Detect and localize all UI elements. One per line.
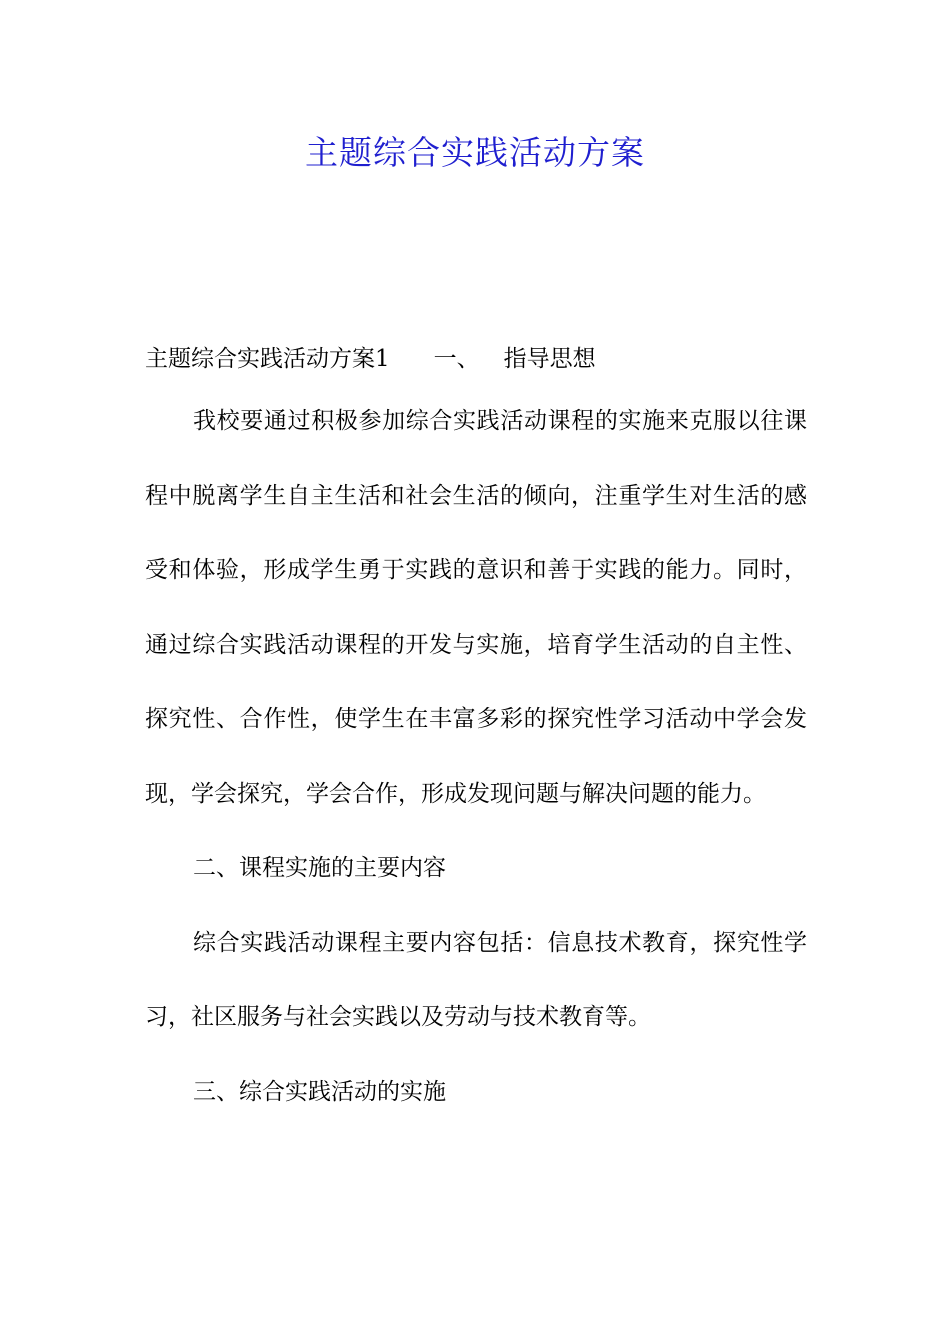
document-title: 主题综合实践活动方案 <box>305 133 645 172</box>
section-heading: 二、课程实施的主要内容 <box>193 855 446 881</box>
body-paragraph: 综合实践活动课程主要内容包括：信息技术教育，探究性学习，社区服务与社会实践以及劳动与技术教育等。 <box>145 929 807 1030</box>
body-paragraph: 我校要通过积极参加综合实践活动课程的实施来克服以往课程中脱离学生自主生活和社会生活的倾向，注重学生对生活的感受和体验，形成学生勇于实践的意识和善于实践的能力。同时，通过综合实践活动课程的开发与实施，培育学生活动的自主性、探究性、合作性，使学生在丰富多彩的探究性学习活动中学会发现，学会探究，学会合作，形成发现问题与解决问题的能力。 <box>145 408 807 807</box>
section-heading-line <box>145 335 807 384</box>
document-label: 主题综合实践活动方案1 <box>145 346 390 372</box>
section-heading: 三、综合实践活动的实施 <box>193 1078 446 1105</box>
section-number: 一、 <box>433 346 480 372</box>
document-body <box>145 335 807 1129</box>
section-title: 指导思想 <box>503 346 596 372</box>
